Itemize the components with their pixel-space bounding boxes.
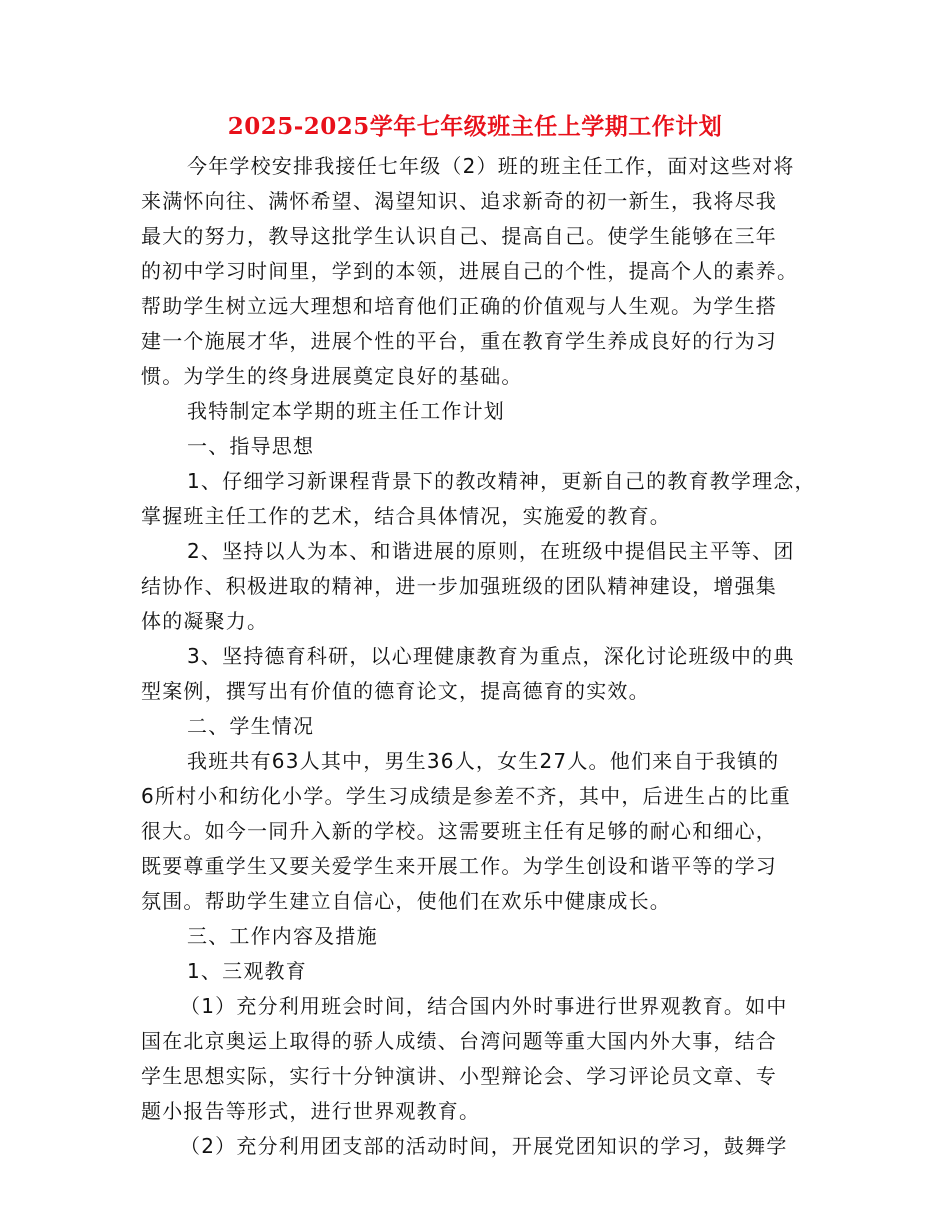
paragraph-line: 3、坚持德育科研，以心理健康教育为重点，深化讨论班级中的典 <box>187 644 795 668</box>
section-heading: 一、指导思想 <box>187 434 315 458</box>
paragraph-line: 题小报告等形式，进行世界观教育。 <box>141 1099 481 1123</box>
paragraph-line: 1、仔细学习新课程背景下的教改精神，更新自己的教育教学理念， <box>187 469 816 493</box>
paragraph-line: 既要尊重学生又要关爱学生来开展工作。为学生创设和谐平等的学习 <box>141 854 777 878</box>
paragraph-line: 体的凝聚力。 <box>141 609 269 633</box>
paragraph-line: 2、坚持以人为本、和谐进展的原则，在班级中提倡民主平等、团 <box>187 539 795 563</box>
paragraph-line: （1）充分利用班会时间，结合国内外时事进行世界观教育。如中 <box>180 994 788 1018</box>
paragraph-line: 的初中学习时间里，学到的本领，进展自己的个性，提高个人的素养。 <box>141 259 799 283</box>
paragraph-line: 最大的努力，教导这批学生认识自己、提高自己。使学生能够在三年 <box>141 224 777 248</box>
paragraph-line: 学生思想实际，实行十分钟演讲、小型辩论会、学习评论员文章、专 <box>141 1064 777 1088</box>
paragraph-line: 建一个施展才华，进展个性的平台，重在教育学生养成良好的行为习 <box>141 329 777 353</box>
section-heading: 二、学生情况 <box>187 714 315 738</box>
subsection-heading: 1、三观教育 <box>187 959 307 983</box>
paragraph-line: 很大。如今一同升入新的学校。这需要班主任有足够的耐心和细心， <box>141 819 777 843</box>
paragraph-line: 我特制定本学期的班主任工作计划 <box>187 399 505 423</box>
paragraph-line: 来满怀向往、满怀希望、渴望知识、追求新奇的初一新生，我将尽我 <box>141 189 777 213</box>
paragraph-line: 惯。为学生的终身进展奠定良好的基础。 <box>141 364 523 388</box>
section-heading: 三、工作内容及措施 <box>187 924 378 948</box>
paragraph-line: 今年学校安排我接任七年级（2）班的班主任工作，面对这些对将 <box>187 154 795 178</box>
paragraph-line: 氛围。帮助学生建立自信心，使他们在欢乐中健康成长。 <box>141 889 671 913</box>
paragraph-line: 结协作、积极进取的精神，进一步加强班级的团队精神建设，增强集 <box>141 574 777 598</box>
paragraph-line: 帮助学生树立远大理想和培育他们正确的价值观与人生观。为学生搭 <box>141 294 777 318</box>
paragraph-line: 掌握班主任工作的艺术，结合具体情况，实施爱的教育。 <box>141 504 671 528</box>
paragraph-line: 国在北京奥运上取得的骄人成绩、台湾问题等重大国内外大事，结合 <box>141 1029 777 1053</box>
paragraph-line: 6所村小和纺化小学。学生习成绩是参差不齐，其中，后进生占的比重 <box>141 784 791 808</box>
paragraph-line: （2）充分利用团支部的活动时间，开展党团知识的学习，鼓舞学 <box>180 1134 788 1158</box>
paragraph-line: 我班共有63人其中，男生36人，女生27人。他们来自于我镇的 <box>187 749 780 773</box>
document-title: 2025-2025学年七年级班主任上学期工作计划 <box>227 113 723 140</box>
paragraph-line: 型案例，撰写出有价值的德育论文，提高德育的实效。 <box>141 679 650 703</box>
